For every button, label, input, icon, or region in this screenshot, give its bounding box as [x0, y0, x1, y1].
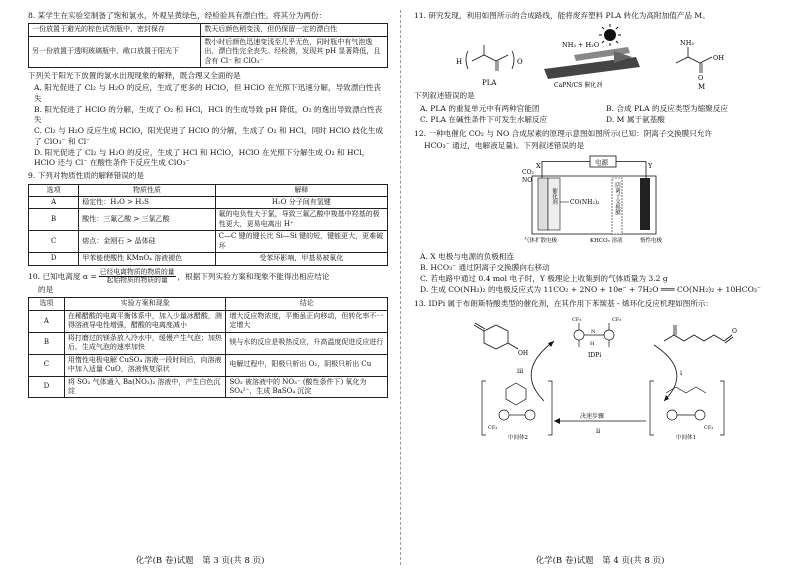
gas-electrode-label: 气体扩散电极 — [524, 237, 558, 244]
table-row — [29, 24, 388, 36]
step-i-label: i — [680, 368, 683, 377]
q8-option-a: A. 阳光促进了 Cl₂ 与 H₂O 的反应，生成了更多的 HClO，但 HClO 在光照下迅速分解，导致漂白性丧失 — [34, 83, 382, 103]
idpi-cf3-left: CF₃ — [572, 316, 582, 323]
q11-reagent: NH₃ + H₂O — [562, 41, 600, 50]
table-cell: C—C 键的键长比 Si—Si 键的短，键能更大，更难破坏 — [215, 231, 387, 253]
product-structure — [474, 323, 518, 349]
q11-option-c: C. PLA 在碱性条件下可发生水解反应 — [420, 114, 548, 124]
int1-cf3: CF₃ — [704, 424, 714, 431]
product-oh: OH — [518, 349, 529, 357]
q12-figure — [414, 154, 774, 252]
right-footer: 化学(B 卷)试题 第 4 页(共 8 页) — [535, 555, 665, 566]
table-cell: 熔点：金刚石 > 晶体硅 — [79, 231, 215, 253]
rate-step-label: 决速步骤 — [580, 412, 605, 420]
solution-label: KHCO₃ 溶液 — [590, 237, 623, 244]
gas-diffusion-electrode — [538, 178, 548, 230]
intermediate-1-label: 中间体1 — [676, 434, 696, 441]
idpi-cf3-right: CF₃ — [612, 316, 622, 323]
table-row — [29, 209, 388, 231]
q13-stem: 13. IDPi 属于布朗斯特酸类型的催化剂，在其作用下苯羰基 - 烯环化反应机理如图所示： — [414, 298, 714, 308]
table-cell: 氟的电负性大于氯，导致三氟乙酸中羧基中羟基的极性更大，更易电离出 H⁺ — [215, 209, 387, 231]
q11-stem: 11. 研究发现，利用如图所示的合成路线，能将废弃塑料 PLA 转化为高附加值产品 M。 — [414, 11, 710, 20]
q12-option-c: C. 若电路中通过 0.4 mol 电子时，Y 极理论上收集到的气体质量为 3.2 g — [420, 274, 668, 283]
table-header: 结论 — [226, 298, 388, 310]
table-cell: 数天后颜色稍变浅，但仍保留一定的漂白性 — [201, 24, 388, 36]
table-cell: 增大反应物浓度，平衡虽正向移动，但转化率不一定增大 — [226, 310, 388, 332]
q13-figure — [414, 311, 774, 443]
pla-end-o: O — [517, 58, 523, 67]
table-row — [29, 332, 388, 354]
q11-option-b: B. 合成 PLA 的反应类型为缩聚反应 — [606, 103, 728, 113]
table-cell: 电解过程中，阳极只析出 O₂，阴极只析出 Cu — [226, 354, 388, 376]
table-row — [29, 253, 388, 265]
table-row — [29, 36, 388, 67]
q10-stem-a: 10. 已知电离度 α = — [28, 271, 97, 281]
q10-stem-b: ，根据下列实验方案和现象不能得出相应结论 — [177, 271, 330, 281]
arrow-step-i — [654, 345, 677, 401]
table-cell: 酸性：三氟乙酸 > 三氯乙酸 — [79, 209, 215, 231]
q10-frac-den: 起始物质的物质的量 — [106, 276, 168, 285]
arrow-head-iii — [548, 341, 554, 347]
table-header-row — [29, 184, 388, 196]
table-cell: 另一份放置于透明玻璃瓶中，敞口放置于阳光下 — [29, 36, 201, 67]
table-cell: 镁与水的反应是吸热反应，升高温度促进反应进行 — [226, 332, 388, 354]
table-row — [29, 196, 388, 208]
table-cell: 稳定性：H₂O > H₂S — [79, 196, 215, 208]
arrow-step-iii — [531, 341, 554, 401]
q8-option-d: D. 阳光促进了 Cl₂ 与 H₂O 的反应，生成了 HCl 和 HClO，HClO 在光照下分解生成 O₂ 和 HCl，HClO 还与 Cl⁻ 在酸性条件下反应生成 ClO₃⁻ — [34, 147, 370, 167]
q10-table — [28, 297, 388, 398]
step-ii-label: ii — [596, 426, 601, 435]
table-cell: A — [29, 310, 65, 332]
q11-option-d: D. M 属于氨基酸 — [606, 114, 665, 124]
catalyst-slab — [544, 47, 640, 79]
step-iii-label: iii — [517, 366, 524, 375]
table-cell: H₂O 分子间有氢键 — [215, 196, 387, 208]
urea-label: CO(NH₂)₂ — [570, 198, 600, 206]
x-label: X — [536, 161, 541, 170]
sun-icon — [599, 24, 621, 46]
arrow-head-ii — [554, 418, 560, 424]
m-nh2: NH₂ — [680, 39, 694, 48]
left-footer: 化学(B 卷)试题 第 3 页(共 8 页) — [135, 555, 265, 566]
m-label: M — [698, 83, 706, 92]
table-header: 实验方案和现象 — [64, 298, 226, 310]
table-header: 解释 — [215, 184, 387, 196]
wire-left — [542, 161, 590, 178]
table-cell: 一份放置于避光的棕色试剂瓶中，密封保存 — [29, 24, 201, 36]
q8-question: 下列关于阳光下放置的氯水出现现象的解释，既合理又全面的是 — [28, 71, 241, 80]
q10-fraction — [99, 269, 176, 286]
table-cell: 甲苯能使酸性 KMnO₄ 溶液褪色 — [79, 253, 215, 265]
q11-option-a: A. PLA 的重复单元中有两种官能团 — [420, 103, 540, 113]
q10-frac-num: 已经电离物质的物质的量 — [99, 267, 175, 276]
q11-catalyst: CaPN/CS 催化剂 — [554, 82, 603, 90]
q11-options-row2 — [414, 115, 774, 126]
q12-option-b: B. HCO₃⁻ 通过阴离子交换膜向右移动 — [420, 262, 550, 272]
table-cell: C — [29, 354, 65, 376]
idpi-label: IDPi — [588, 351, 602, 359]
table-cell: D — [29, 253, 79, 265]
q11-question: 下列叙述错误的是 — [414, 91, 475, 101]
table-cell: 数小时后颜色迅速变浅至几乎无色，同时瓶中有气泡逸出，漂白性完全丧失。经检测，发现其 pH 显著降低，且含有 Cl⁻ 和 ClO₃⁻ — [201, 36, 388, 67]
table-cell: 受苯环影响，甲基易被氧化 — [215, 253, 387, 265]
table-row — [29, 354, 388, 376]
co2-label: CO₂ — [522, 168, 534, 176]
table-header: 选项 — [29, 298, 65, 310]
table-cell: 用惰性电极电解 CuSO₄ 溶液一段时间后，向溶液中加入适量 CuO，溶液恢复原状 — [64, 354, 226, 376]
catalyst-label: 催化剂 — [551, 187, 557, 204]
inert-electrode-label: 惰性电极 — [640, 237, 663, 244]
table-cell: 将 SO₂ 气体通入 Ba(NO₃)₂ 溶液中，产生白色沉淀 — [64, 376, 226, 398]
inert-electrode — [640, 178, 650, 230]
table-header: 选项 — [29, 184, 79, 196]
membrane-label: 阴离子交换膜 — [614, 181, 620, 215]
q8-option-c: C. Cl₂ 与 H₂O 反应生成 HClO，阳光促进了 HClO 的分解，生成了 O₂ 和 HCl，同时 HClO 歧化生成了 ClO₃⁻ 和 Cl⁻ — [34, 126, 383, 146]
table-cell: A — [29, 196, 79, 208]
table-cell: SO₂ 被溶液中的 NO₃⁻ (酸性条件下) 氧化为 SO₄²⁻，生成 BaSO₄ 沉淀 — [226, 376, 388, 398]
table-cell: B — [29, 332, 65, 354]
table-header-row — [29, 298, 388, 310]
table-cell: 将打磨过的镁条放入冷水中，缓慢产生气泡；加热后，生成气泡的速率加快 — [64, 332, 226, 354]
q11-options-row1 — [414, 104, 774, 115]
table-row — [29, 310, 388, 332]
q9-stem: 9. 下列对物质性质的解释错误的是 — [28, 171, 144, 181]
m-structure — [676, 47, 712, 73]
intermediate-2-label: 中间体2 — [508, 434, 528, 441]
table-cell: 在稀醋酸的电离平衡体系中，加入少量冰醋酸，测得溶液导电性增强，醋酸的电离度减小 — [64, 310, 226, 332]
q12-option-a: A. X 电极与电源的负极相连 — [420, 251, 515, 261]
substrate-structure — [664, 325, 733, 343]
wire-right — [616, 161, 646, 178]
q10-stem-c: 的是 — [38, 285, 54, 295]
table-row — [29, 376, 388, 398]
q10-stem — [28, 269, 388, 286]
q8-table — [28, 23, 388, 68]
q12-stem: 12. 一种电催化 CO₂ 与 NO 合成尿素的原理示意图如图所示(已知：阴离子交换膜只允许 — [414, 129, 713, 138]
pla-label: PLA — [482, 79, 497, 88]
q12-stem2: HCO₃⁻ 通过，电解液足量)。下列叙述错误的是 — [424, 141, 585, 151]
table-cell: C — [29, 231, 79, 253]
m-o: O — [698, 74, 704, 83]
pla-end-h: H — [456, 58, 463, 67]
q11-figure — [414, 23, 774, 91]
power-label: 电源 — [595, 158, 608, 166]
y-label: Y — [648, 161, 653, 170]
q12-option-d: D. 生成 CO(NH₂)₂ 的电极反应式为 11CO₂ + 2NO + 10e⁻ + 7H₂O ═══ CO(NH₂)₂ + 10HCO₃⁻ — [420, 285, 761, 295]
table-cell: D — [29, 376, 65, 398]
substrate-o: O — [732, 327, 737, 335]
no-label: NO — [522, 176, 533, 184]
idpi-h: H — [590, 340, 595, 347]
m-oh: OH — [713, 54, 724, 63]
idpi-n: N — [591, 328, 596, 335]
q8-stem: 8. 某学生在实验室制备了饱和氯水，外观呈黄绿色，经检验具有漂白性。将其分为两份： — [28, 11, 327, 20]
pla-structure — [466, 45, 514, 71]
table-row — [29, 231, 388, 253]
right-page — [400, 0, 800, 579]
q8-option-b: B. 阳光促进了 HClO 的分解，生成了 O₂ 和 HCl，HCl 的生成导致 pH 降低，O₂ 的逸出导致漂白性丧失 — [34, 104, 383, 124]
int2-cf3: CF₃ — [488, 424, 498, 431]
table-cell: B — [29, 209, 79, 231]
q9-table — [28, 184, 388, 266]
table-header: 物质性质 — [79, 184, 215, 196]
